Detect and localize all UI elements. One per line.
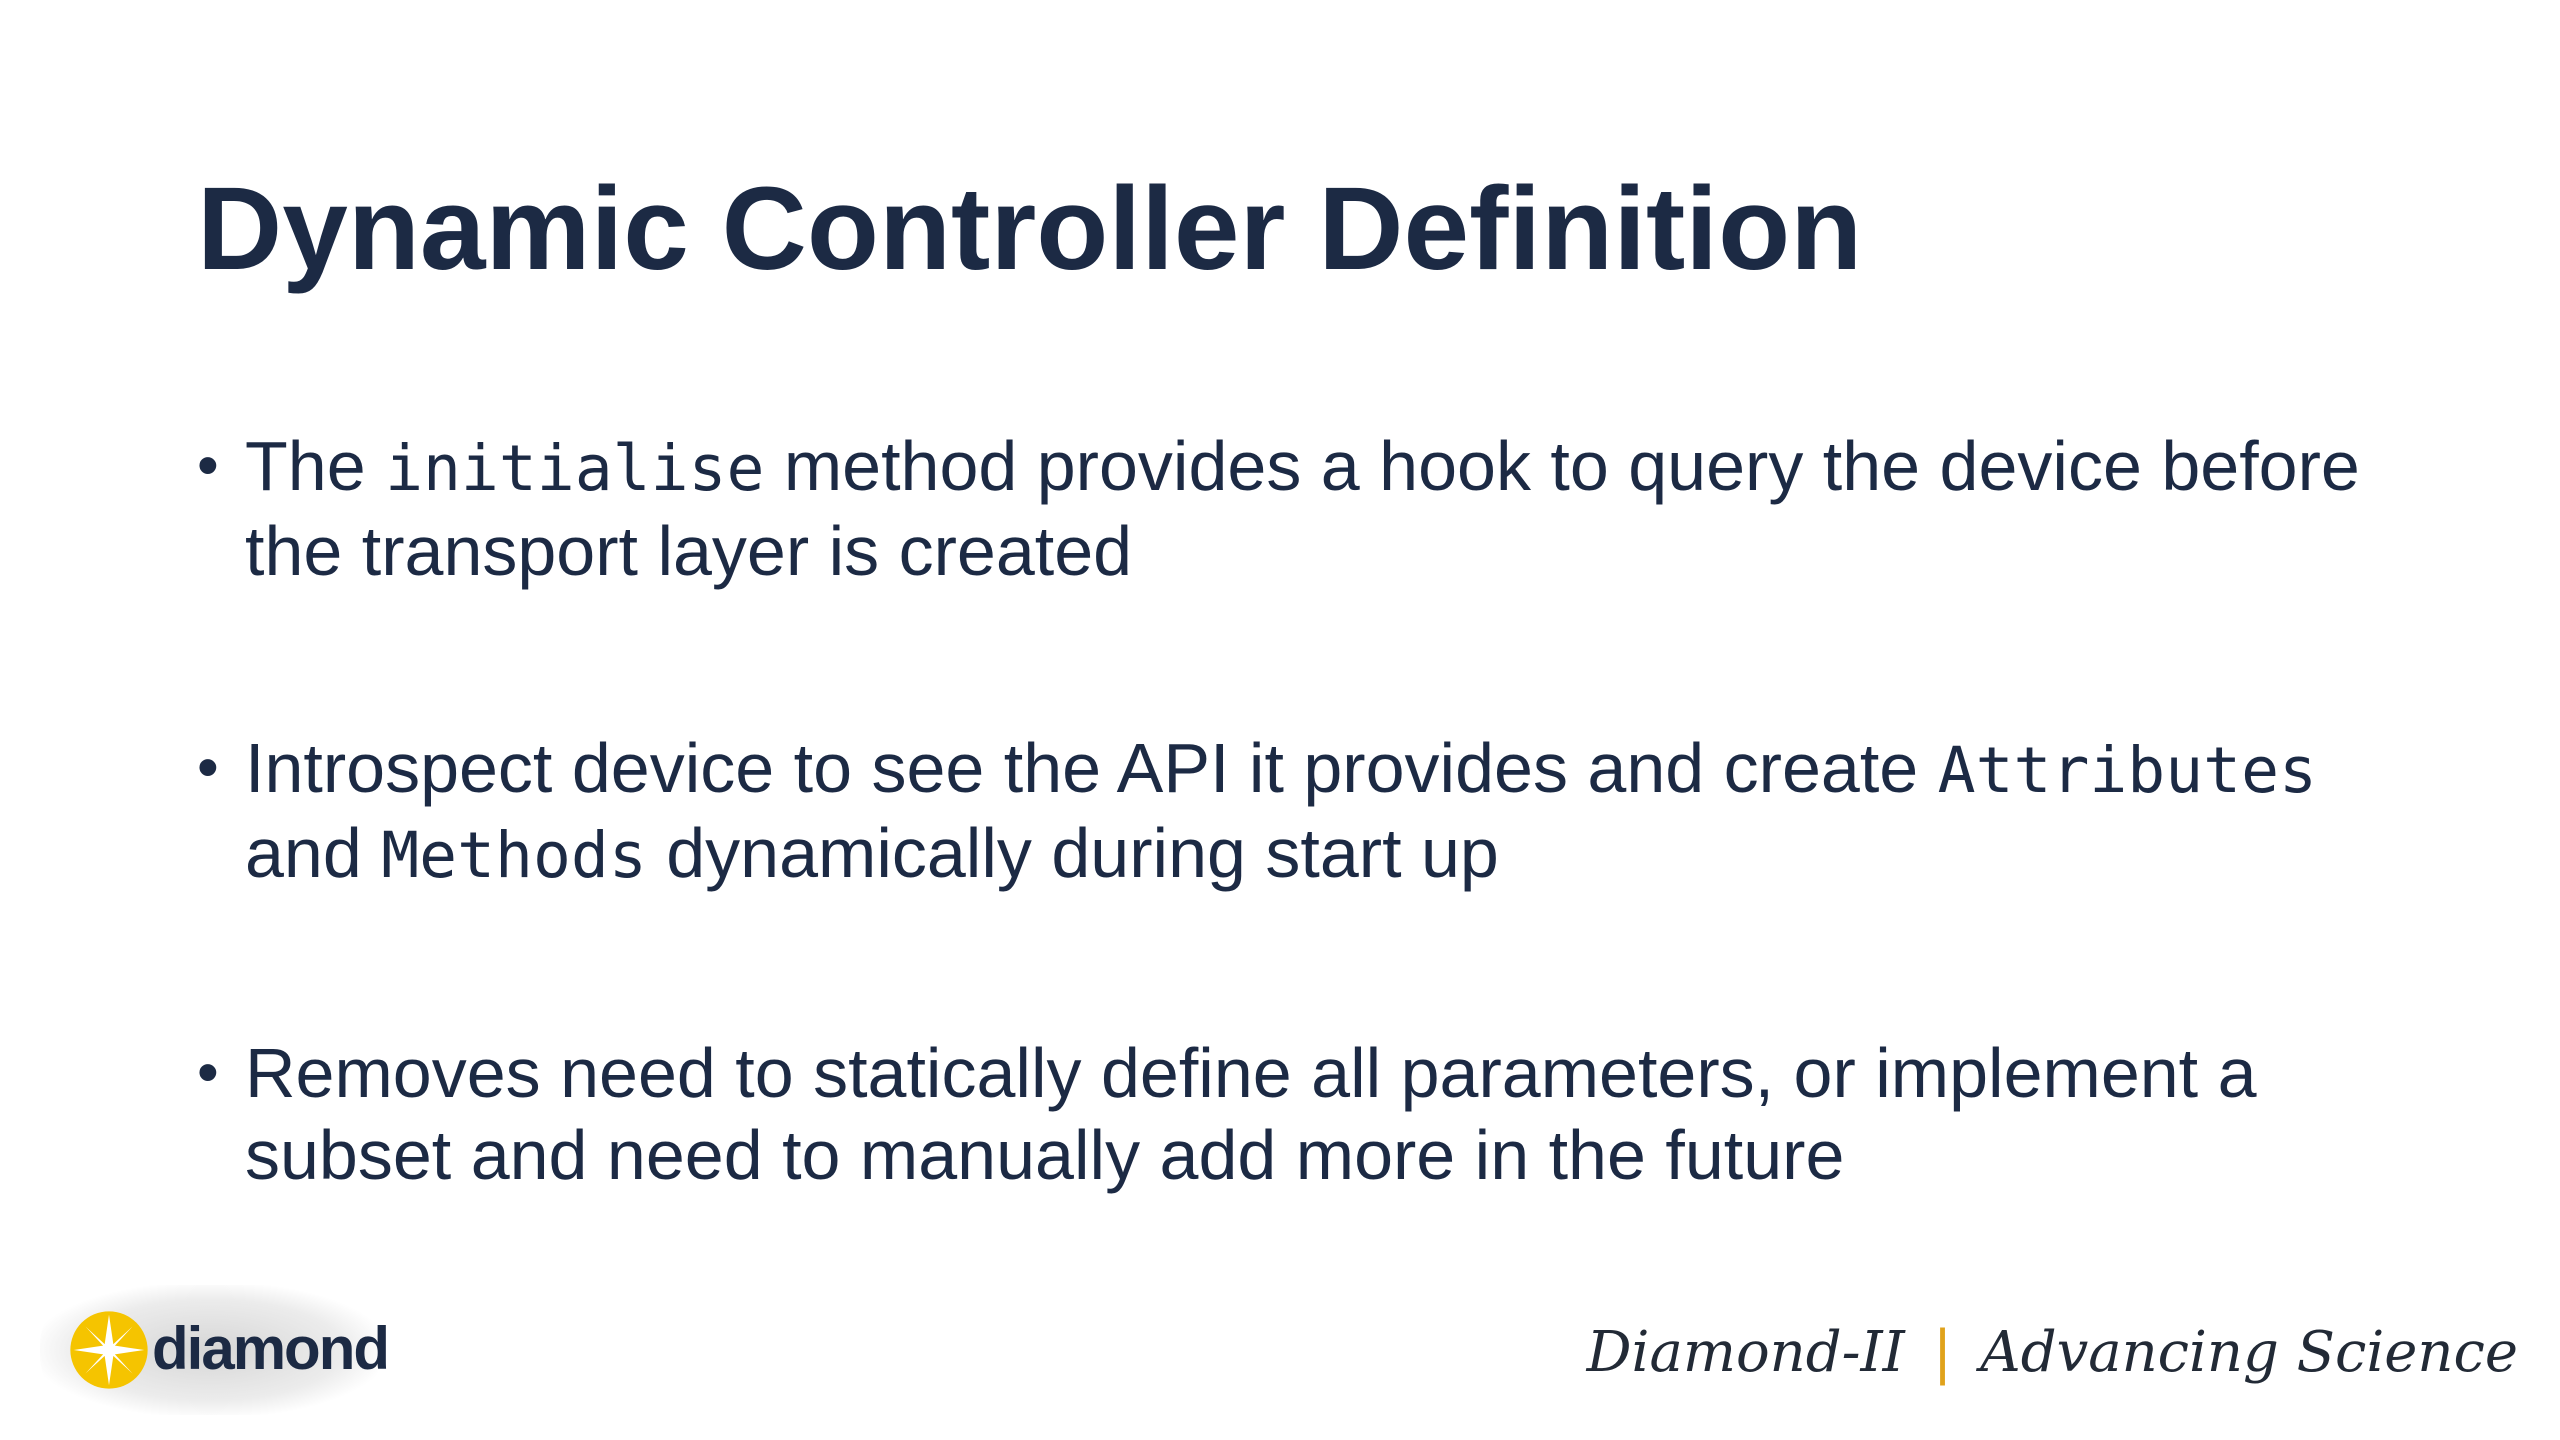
bullet-marker: • (197, 1038, 219, 1107)
bullet-item-initialise (197, 425, 2447, 592)
bullet-item-introspect (197, 727, 2447, 897)
diamond-star-icon (67, 1308, 151, 1392)
bullet-marker: • (197, 733, 219, 802)
code-methods: Methods (381, 819, 647, 892)
bullet-item-removes (197, 1032, 2447, 1196)
slide-title: Dynamic Controller Definition (197, 163, 1863, 295)
tagline-advancing-science: Advancing Science (1980, 1319, 2518, 1385)
bullet-text: dynamically during start up (646, 814, 1499, 892)
footer-tagline (1587, 1318, 2518, 1386)
logo-wordmark: diamond (152, 1315, 388, 1382)
tagline-separator: | (1932, 1318, 1953, 1386)
tagline-diamond-ii: Diamond-II (1586, 1319, 1905, 1385)
bullet-text: The (245, 427, 386, 505)
bullet-text: and (245, 814, 382, 892)
bullet-text: Removes need to statically define all parameters, or implement a subset and need to manually add more in the future (245, 1034, 2257, 1194)
code-initialise: initialise (385, 432, 765, 505)
code-attributes: Attributes (1937, 734, 2317, 807)
bullet-text: Introspect device to see the API it provides and create (245, 729, 1938, 807)
bullet-list (197, 425, 2447, 1196)
bullet-marker: • (197, 431, 219, 500)
bullet-text: method provides a hook to query the device before the transport layer is created (245, 427, 2360, 590)
diamond-logo (40, 1285, 388, 1415)
